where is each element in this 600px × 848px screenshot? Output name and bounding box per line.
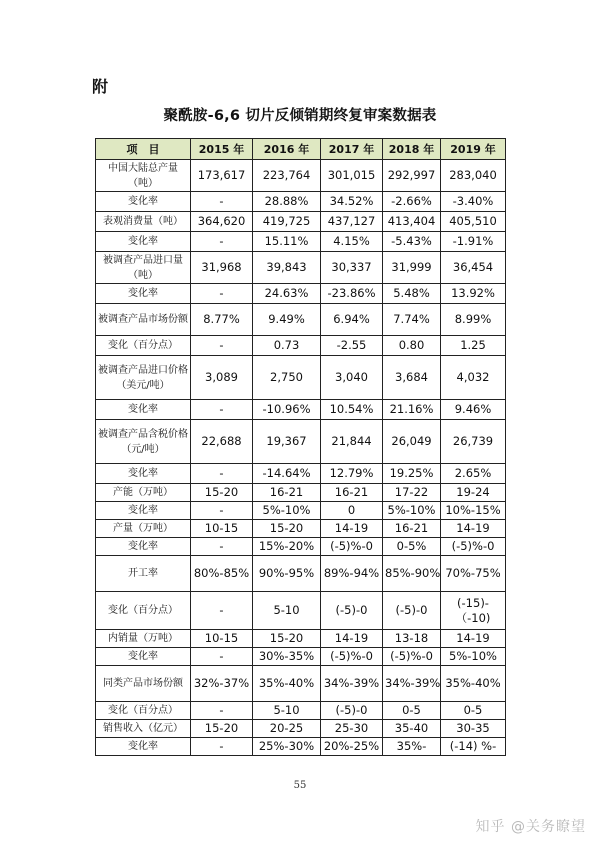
column-header: 2015 年 <box>191 139 253 160</box>
table-cell: - <box>191 464 253 484</box>
table-cell: 30,337 <box>321 252 383 284</box>
table-row <box>96 520 506 538</box>
table-cell: 405,510 <box>441 212 506 232</box>
table-cell: 15-20 <box>191 484 253 502</box>
table-cell: -2.55 <box>321 336 383 356</box>
table-cell: 34.52% <box>321 192 383 212</box>
table-cell: 35%-40% <box>253 666 321 702</box>
table-cell: (-15)-（-10) <box>441 592 506 630</box>
table-cell: 31,968 <box>191 252 253 284</box>
table-cell: 0 <box>321 502 383 520</box>
table-row <box>96 400 506 420</box>
table-cell: 8.99% <box>441 304 506 336</box>
table-cell: 13.92% <box>441 284 506 304</box>
table-cell: 34%-39% <box>321 666 383 702</box>
table-cell: 17-22 <box>383 484 441 502</box>
table-cell: 437,127 <box>321 212 383 232</box>
row-label: 表观消费量（吨） <box>96 212 191 232</box>
appendix-label: 附 <box>92 77 109 96</box>
table-cell: 35%- <box>383 738 441 756</box>
table-cell: 0.73 <box>253 336 321 356</box>
table-cell: 9.46% <box>441 400 506 420</box>
table-cell: 5.48% <box>383 284 441 304</box>
table-cell: 89%-94% <box>321 556 383 592</box>
table-cell: 20-25 <box>253 720 321 738</box>
table-cell: 36,454 <box>441 252 506 284</box>
table-cell: 85%-90% <box>383 556 441 592</box>
table-cell: 2,750 <box>253 356 321 400</box>
row-label: 被调查产品市场份额 <box>96 304 191 336</box>
table-cell: 16-21 <box>321 484 383 502</box>
table-cell: (-5)-0 <box>321 702 383 720</box>
table-cell: 223,764 <box>253 160 321 192</box>
row-label: 被调查产品含税价格（元/吨） <box>96 420 191 464</box>
table-cell: 32%-37% <box>191 666 253 702</box>
table-cell: - <box>191 400 253 420</box>
table-cell: - <box>191 592 253 630</box>
table-row <box>96 336 506 356</box>
table-cell: -14.64% <box>253 464 321 484</box>
table-cell: 5-10 <box>253 592 321 630</box>
table-cell: 19-24 <box>441 484 506 502</box>
table-cell: 20%-25% <box>321 738 383 756</box>
table-cell: - <box>191 502 253 520</box>
table-cell: (-5)-0 <box>321 592 383 630</box>
table-cell: (-5)%-0 <box>383 648 441 666</box>
table-row <box>96 702 506 720</box>
table-cell: 3,089 <box>191 356 253 400</box>
table-cell: 16-21 <box>383 520 441 538</box>
table-cell: 10-15 <box>191 520 253 538</box>
table-cell: 15-20 <box>191 720 253 738</box>
table-cell: 1.25 <box>441 336 506 356</box>
table-cell: 7.74% <box>383 304 441 336</box>
row-label: 中国大陆总产量（吨） <box>96 160 191 192</box>
table-cell: (-5)%-0 <box>441 538 506 556</box>
table-cell: 31,999 <box>383 252 441 284</box>
column-header: 2016 年 <box>253 139 321 160</box>
table-cell: 12.79% <box>321 464 383 484</box>
table-cell: 301,015 <box>321 160 383 192</box>
table-row <box>96 420 506 464</box>
table-cell: -2.66% <box>383 192 441 212</box>
table-cell: 21,844 <box>321 420 383 464</box>
table-cell: 8.77% <box>191 304 253 336</box>
table-cell: 15-20 <box>253 520 321 538</box>
table-row <box>96 192 506 212</box>
row-label: 变化率 <box>96 192 191 212</box>
table-cell: 25-30 <box>321 720 383 738</box>
table-cell: 25%-30% <box>253 738 321 756</box>
table-cell: 3,684 <box>383 356 441 400</box>
row-label: 产量（万吨） <box>96 520 191 538</box>
table-row <box>96 556 506 592</box>
table-row <box>96 738 506 756</box>
table-cell: (-14) %- <box>441 738 506 756</box>
table-cell: -1.91% <box>441 232 506 252</box>
table-row <box>96 356 506 400</box>
table-cell: 292,997 <box>383 160 441 192</box>
table-cell: (-5)%-0 <box>321 538 383 556</box>
table-row <box>96 666 506 702</box>
table-cell: 19,367 <box>253 420 321 464</box>
row-label: 产能（万吨） <box>96 484 191 502</box>
table-cell: 26,739 <box>441 420 506 464</box>
table-header-row <box>96 139 506 160</box>
table-cell: 22,688 <box>191 420 253 464</box>
row-label: 被调查产品进口量（吨） <box>96 252 191 284</box>
table-cell: 413,404 <box>383 212 441 232</box>
table-cell: 24.63% <box>253 284 321 304</box>
table-cell: 16-21 <box>253 484 321 502</box>
table-cell: (-5)%-0 <box>321 648 383 666</box>
table-cell: 26,049 <box>383 420 441 464</box>
table-cell: 90%-95% <box>253 556 321 592</box>
table-cell: 80%-85% <box>191 556 253 592</box>
table-cell: 0.80 <box>383 336 441 356</box>
row-label: 变化（百分点） <box>96 702 191 720</box>
table-cell: 6.94% <box>321 304 383 336</box>
table-cell: 5-10 <box>253 702 321 720</box>
table-cell: - <box>191 232 253 252</box>
row-label: 内销量（万吨） <box>96 630 191 648</box>
table-cell: 28.88% <box>253 192 321 212</box>
table-cell: -10.96% <box>253 400 321 420</box>
table-cell: 15.11% <box>253 232 321 252</box>
row-label: 开工率 <box>96 556 191 592</box>
row-label: 变化（百分点） <box>96 592 191 630</box>
table-cell: 15-20 <box>253 630 321 648</box>
row-label: 变化率 <box>96 502 191 520</box>
table-cell: 35%-40% <box>441 666 506 702</box>
row-label: 被调查产品进口价格（美元/吨） <box>96 356 191 400</box>
table-cell: - <box>191 192 253 212</box>
table-cell: 10-15 <box>191 630 253 648</box>
table-cell: 35-40 <box>383 720 441 738</box>
table-cell: 5%-10% <box>441 648 506 666</box>
table-cell: - <box>191 538 253 556</box>
table-cell: 14-19 <box>441 630 506 648</box>
table-cell: - <box>191 336 253 356</box>
table-cell: 13-18 <box>383 630 441 648</box>
row-label: 同类产品市场份额 <box>96 666 191 702</box>
row-label: 变化率 <box>96 464 191 484</box>
table-cell: 39,843 <box>253 252 321 284</box>
table-cell: -5.43% <box>383 232 441 252</box>
table-cell: - <box>191 284 253 304</box>
row-label: 变化率 <box>96 400 191 420</box>
row-label: 变化率 <box>96 284 191 304</box>
table-cell: -3.40% <box>441 192 506 212</box>
table-cell: - <box>191 738 253 756</box>
table-cell: 14-19 <box>321 520 383 538</box>
table-cell: 0-5% <box>383 538 441 556</box>
table-cell: 21.16% <box>383 400 441 420</box>
table-cell: 4.15% <box>321 232 383 252</box>
table-cell: 283,040 <box>441 160 506 192</box>
table-cell: 5%-10% <box>383 502 441 520</box>
table-cell: 5%-10% <box>253 502 321 520</box>
table-cell: 173,617 <box>191 160 253 192</box>
table-cell: 30-35 <box>441 720 506 738</box>
table-row <box>96 284 506 304</box>
watermark: 知乎 @关务瞭望 <box>475 819 586 835</box>
table-cell: -23.86% <box>321 284 383 304</box>
row-label: 变化率 <box>96 232 191 252</box>
table-cell: 10%-15% <box>441 502 506 520</box>
row-label: 变化率 <box>96 648 191 666</box>
table-row <box>96 630 506 648</box>
table-row <box>96 232 506 252</box>
table-cell: 4,032 <box>441 356 506 400</box>
table-cell: - <box>191 702 253 720</box>
table-cell: 19.25% <box>383 464 441 484</box>
table-row <box>96 592 506 630</box>
table-row <box>96 502 506 520</box>
table-row <box>96 252 506 284</box>
table-row <box>96 464 506 484</box>
table-cell: 9.49% <box>253 304 321 336</box>
table-cell: 14-19 <box>441 520 506 538</box>
table-row <box>96 304 506 336</box>
page-number: 55 <box>293 780 307 791</box>
table-cell: 0-5 <box>441 702 506 720</box>
row-label: 销售收入（亿元） <box>96 720 191 738</box>
column-header: 2017 年 <box>321 139 383 160</box>
row-label: 变化率 <box>96 738 191 756</box>
row-label: 变化（百分点） <box>96 336 191 356</box>
page-title: 聚酰胺-6,6 切片反倾销期终复审案数据表 <box>163 108 437 124</box>
table-cell: 30%-35% <box>253 648 321 666</box>
table-row <box>96 538 506 556</box>
table-cell: 34%-39% <box>383 666 441 702</box>
table-cell: 14-19 <box>321 630 383 648</box>
table-cell: 419,725 <box>253 212 321 232</box>
table-cell: 15%-20% <box>253 538 321 556</box>
table-cell: 2.65% <box>441 464 506 484</box>
table-cell: 364,620 <box>191 212 253 232</box>
table-cell: (-5)-0 <box>383 592 441 630</box>
table-row <box>96 160 506 192</box>
table-cell: 3,040 <box>321 356 383 400</box>
table-row <box>96 212 506 232</box>
column-header: 2018 年 <box>383 139 441 160</box>
table-cell: 0-5 <box>383 702 441 720</box>
column-header: 项 目 <box>96 139 191 160</box>
row-label: 变化率 <box>96 538 191 556</box>
table-cell: - <box>191 648 253 666</box>
column-header: 2019 年 <box>441 139 506 160</box>
table-row <box>96 484 506 502</box>
table-cell: 70%-75% <box>441 556 506 592</box>
table-cell: 10.54% <box>321 400 383 420</box>
table-row <box>96 648 506 666</box>
data-table <box>95 138 506 756</box>
table-row <box>96 720 506 738</box>
table-body <box>96 160 506 756</box>
